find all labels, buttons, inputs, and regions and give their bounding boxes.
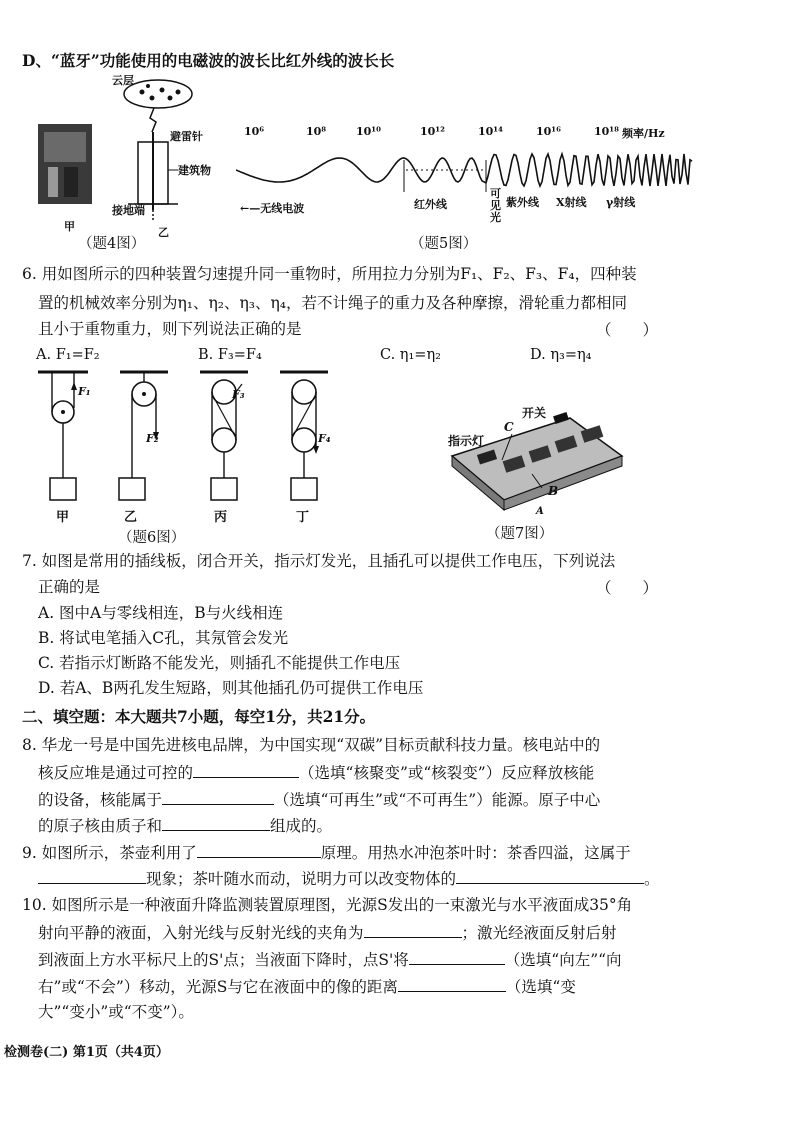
q7-option-b: B. 将试电笔插入C孔，其氖管会发光 — [38, 629, 289, 647]
fig4-cloud — [124, 80, 192, 108]
fig4-yi: 乙 — [158, 226, 169, 239]
pulley-yi — [119, 372, 168, 500]
page-footer: 检测卷(二) 第1页（共4页） — [4, 1045, 169, 1060]
q6-answer-paren[interactable]: （ ） — [596, 321, 659, 339]
q9-line1-start: 9. 如图所示，茶壶利用了 — [22, 844, 197, 862]
q9-line2-end: 。 — [644, 870, 660, 888]
q6-option-b: B. F₃=F₄ — [198, 347, 262, 363]
fig6-label-yi: 乙 — [124, 510, 138, 525]
q8-line3-start: 的设备，核能属于 — [38, 791, 163, 809]
q6-line3: 且小于重物重力，则下列说法正确的是 — [38, 320, 302, 338]
q8-line4-start: 的原子核由质子和 — [38, 817, 163, 835]
q10-line2-end: ；激光经液面反射后射 — [461, 924, 617, 942]
q6-option-c: C. η₁=η₂ — [380, 347, 441, 363]
q6-option-d: D. η₃=η₄ — [530, 347, 592, 363]
q9-line1-end: 原理。用热水冲泡茶叶时：茶香四溢，这属于 — [320, 844, 631, 862]
fig6-label-bing: 丙 — [214, 510, 228, 525]
fig6-label-jia: 甲 — [56, 510, 70, 525]
q8-line2-start: 核反应堆是通过可控的 — [38, 764, 194, 782]
q9-blank-3[interactable] — [456, 867, 644, 884]
q5-option-d: D、“蓝牙”功能使用的电磁波的波长比红外线的波长长 — [22, 51, 395, 70]
q10-blank-3[interactable] — [398, 975, 506, 992]
q8-line2-end: （选填“核聚变”或“核裂变”）反应释放核能 — [299, 764, 595, 782]
fig5-infrared-label: 红外线 — [414, 198, 447, 211]
q10-line4-end: （选填“变 — [505, 978, 576, 996]
fig5-tick-2: 10¹⁰ — [356, 125, 381, 138]
fig6-force-3: F₃ — [232, 388, 245, 401]
fig5-tick-4: 10¹⁴ — [478, 125, 503, 138]
q8-line1: 8. 华龙一号是中国先进核电品牌，为中国实现“双碳”目标贡献科技力量。核电站中的 — [22, 736, 601, 754]
q10-line2-start: 射向平静的液面，入射光线与反射光线的夹角为 — [38, 924, 364, 942]
q8-line4 — [38, 814, 332, 837]
fig6-force-1: F₁ — [78, 385, 91, 398]
q7-answer-paren[interactable]: （ ） — [596, 579, 659, 597]
fig6-force-4: F₄ — [318, 432, 331, 445]
fig5-tick-6: 10¹⁸ — [594, 125, 619, 138]
q10-blank-1[interactable] — [364, 921, 462, 938]
q8-blank-2[interactable] — [162, 788, 274, 805]
fig4-jia: 甲 — [64, 220, 75, 233]
fig6-force-2: F₂ — [146, 432, 159, 445]
q10-line1: 10. 如图所示是一种液面升降监测装置原理图，光源S发出的一束激光与水平液面成35°角 — [22, 896, 633, 914]
q7-line2: 正确的是 — [38, 578, 101, 596]
fig7-indicator-label: 指示灯 — [448, 434, 485, 448]
q9-blank-2[interactable] — [38, 867, 146, 884]
fig7-b-label: B — [548, 484, 559, 498]
q8-line3 — [38, 788, 600, 811]
q10-line4 — [38, 975, 576, 998]
q8-line2 — [38, 761, 594, 784]
q6-option-a: A. F₁=F₂ — [36, 347, 100, 363]
fig7-a-label: A — [536, 506, 544, 517]
q6-line1: 6. 用如图所示的四种装置匀速提升同一重物时，所用拉力分别为F₁、F₂、F₃、F₄，四种装 — [22, 265, 637, 283]
fig7-caption: （题7图） — [486, 526, 554, 542]
fig5-tick-5: 10¹⁶ — [536, 125, 561, 138]
fig4-cloud-label: 云层 — [112, 74, 134, 87]
q8-blank-1[interactable] — [193, 761, 299, 778]
q9-line1 — [22, 841, 631, 864]
fig5-tick-3: 10¹² — [420, 125, 445, 138]
q10-line3-start: 到液面上方水平标尺上的S'点；当液面下降时，点S'将 — [38, 951, 409, 969]
q10-line5: 大”“变小”或“不变”）。 — [38, 1003, 194, 1021]
fig5-visible-label: 可见光 — [490, 187, 501, 224]
fig5-freq-unit: 频率/Hz — [622, 127, 665, 140]
fig5-xray-label: X射线 — [556, 196, 587, 209]
q6-line2: 置的机械效率分别为η₁、η₂、η₃、η₄，若不计绳子的重力及各种摩擦，滑轮重力都相同 — [38, 294, 628, 312]
fig4-caption: （题4图） — [78, 236, 146, 252]
fig7-switch-label: 开关 — [522, 406, 547, 420]
q10-line4-start: 右”或“不会”）移动，光源S与它在液面中的像的距离 — [38, 978, 398, 996]
q7-option-d: D. 若A、B两孔发生短路，则其他插孔仍可提供工作电压 — [38, 679, 424, 697]
q7-option-c: C. 若指示灯断路不能发光，则插孔不能提供工作电压 — [38, 654, 401, 672]
fig5-uv-label: 紫外线 — [506, 196, 539, 209]
q9-blank-1[interactable] — [197, 841, 321, 858]
q8-line3-end: （选填“可再生”或“不可再生”）能源。原子中心 — [274, 791, 601, 809]
q7-option-a: A. 图中A与零线相连，B与火线相连 — [38, 604, 284, 622]
q9-line2 — [38, 867, 660, 890]
q9-line2-mid: 现象；茶叶随水而动，说明力可以改变物体的 — [146, 870, 457, 888]
q10-blank-2[interactable] — [409, 948, 505, 965]
fig4-ground-label: 接地端 — [112, 204, 145, 217]
q10-line2 — [38, 921, 617, 944]
fig4-building-label: 建筑物 — [178, 164, 211, 177]
section2-heading: 二、填空题：本大题共7小题，每空1分，共21分。 — [22, 707, 376, 726]
fig7-c-label: C — [504, 420, 514, 434]
fig5-caption: （题5图） — [410, 236, 478, 252]
fig6-label-ding: 丁 — [296, 510, 310, 525]
q8-blank-3[interactable] — [162, 814, 270, 831]
fig5-tick-1: 10⁸ — [306, 125, 327, 138]
q10-line3-end: （选填“向左”“向 — [504, 951, 622, 969]
fig5-radio-label: ←—无线电波 — [240, 202, 305, 215]
fig4-needle-label: 避雷针 — [170, 130, 203, 143]
fig5-gamma-label: γ射线 — [606, 196, 636, 209]
fig5-tick-0: 10⁶ — [244, 125, 265, 138]
q10-line3 — [38, 948, 622, 971]
q8-line4-end: 组成的。 — [270, 817, 333, 835]
q7-line1: 7. 如图是常用的插线板，闭合开关，指示灯发光，且插孔可以提供工作电压，下列说法 — [22, 552, 616, 570]
fig6-caption: （题6图） — [118, 530, 186, 546]
